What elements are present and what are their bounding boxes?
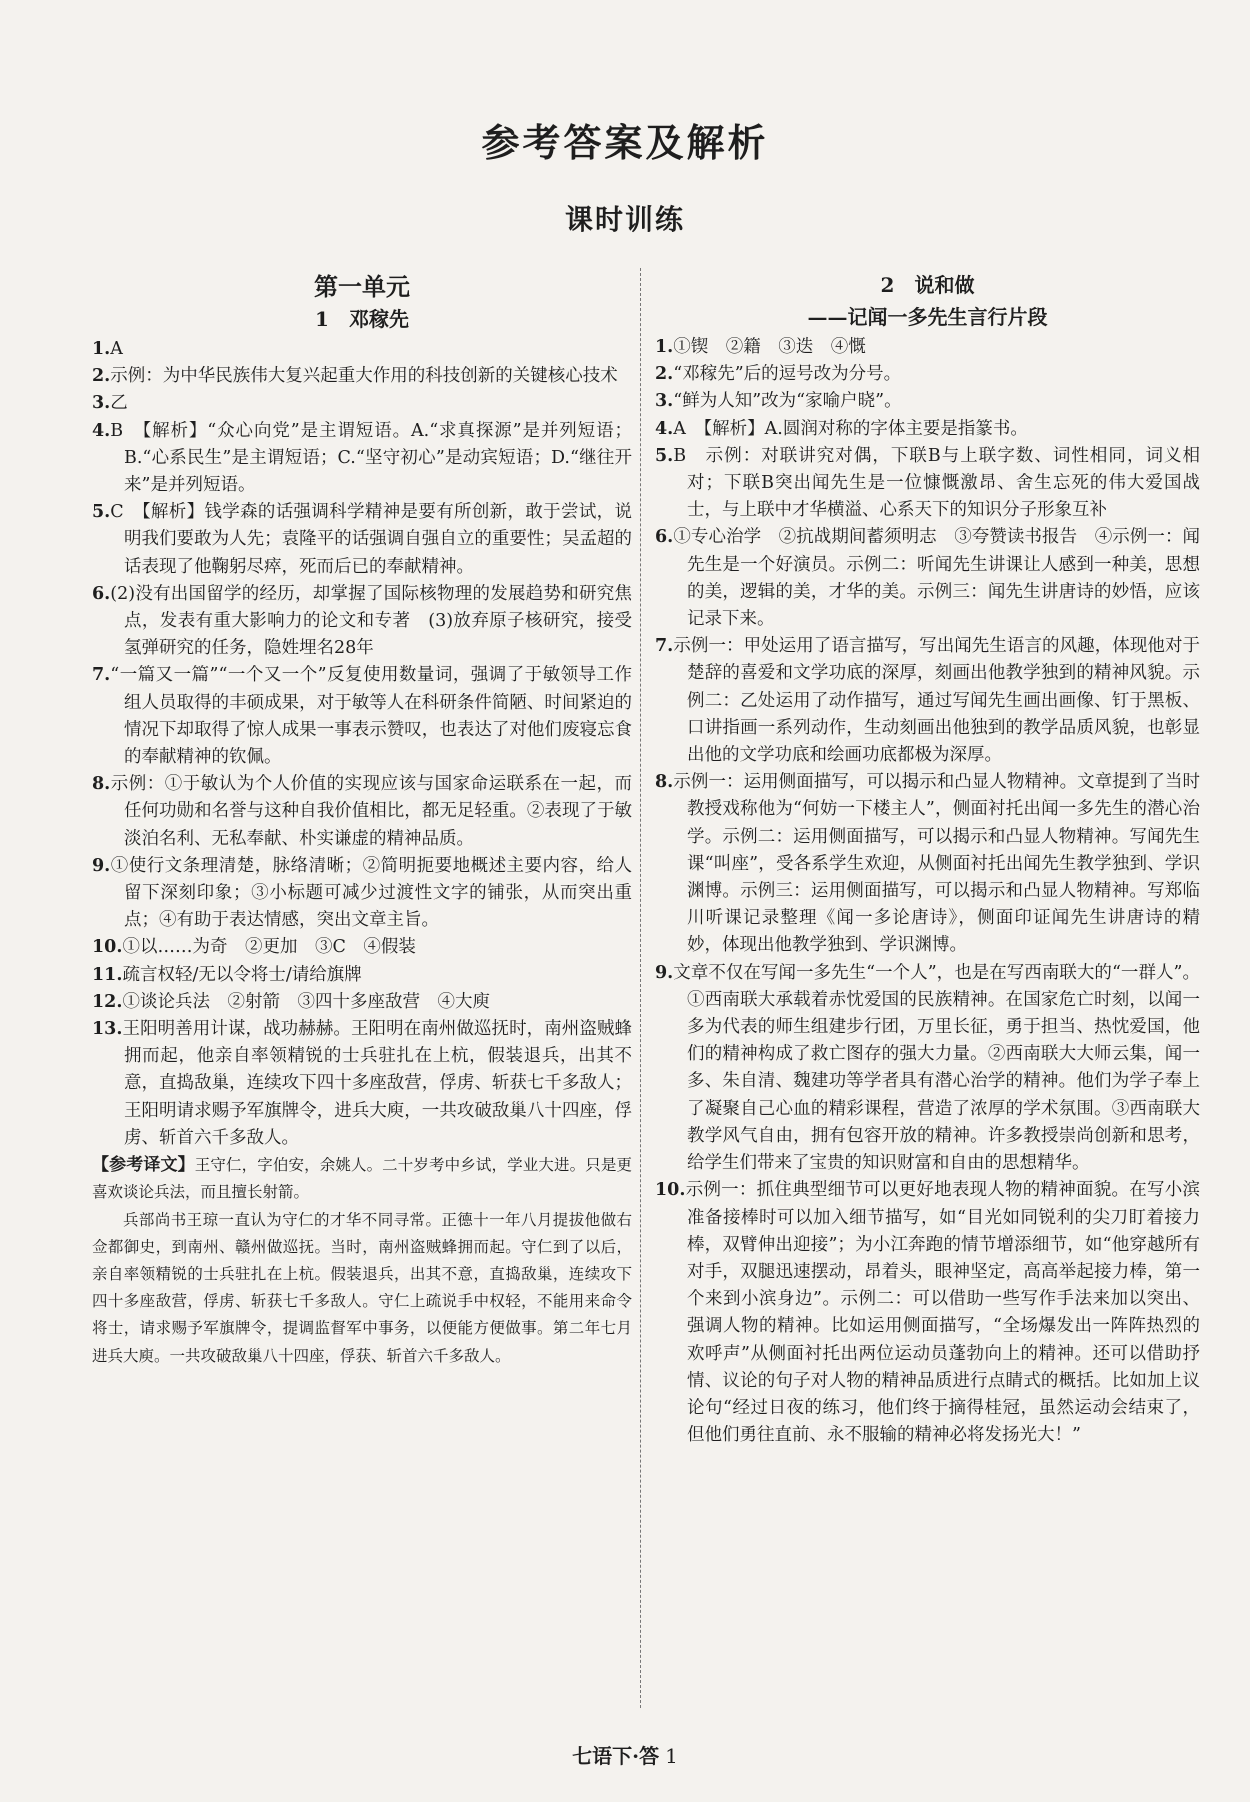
answer-item: 5.B 示例：对联讲究对偶，下联B与上联字数、词性相同，词义相对；下联B突出闻先生是一位慷慨激昂、舍生忘死的伟大爱国战士，与上联中才华横溢、心系天下的知识分子形象互补 [655,445,1200,521]
answer-item: 9.①使行文条理清楚，脉络清晰；②简明扼要地概述主要内容，给人留下深刻印象；③小标题可减少过渡性文字的铺张，从而突出重点；④有助于表达情感，突出文章主旨。 [92,855,632,931]
answer-item: 3.“鲜为人知”改为“家喻户晓”。 [655,391,902,412]
page-footer [0,1740,1250,1769]
answer-item: 11.疏言权轻/无以令将士/请给旗牌 [92,964,362,985]
answer-item: 2.示例：为中华民族伟大复兴起重大作用的科技创新的关键核心技术 [92,366,618,387]
translation-paragraph: 兵部尚书王琼一直认为守仁的才华不同寻常。正德十一年八月提拔他做右佥都御史，到南州、赣州做巡抚。当时，南州盗贼蜂拥而起。守仁到了以后，亲自率领精锐的士兵驻扎在上杭。假装退兵，出其不意，直捣敌巢，连续攻下四十多座敌营，俘虏、斩获七千多敌人。守仁上疏说手中权轻，不能用来命令将士，请求赐予军旗牌令，提调监督军中事务，以便能方便做事。第二年七月进兵大庾。一共攻破敌巢八十四座，俘获、斩首六千多敌人。 [92,1210,632,1365]
lesson-title-1: 1 邓稼先 [315,307,409,331]
answer-item: 10.①以……为奇 ②更加 ③C ④假装 [92,937,416,958]
section-title: 课时训练 [564,203,685,236]
answer-item: 13.王阳明善用计谋，战功赫赫。王阳明在南州做巡抚时，南州盗贼蜂拥而起，他亲自率领精锐的士兵驻扎在上杭，假装退兵，出其不意，直捣敌巢，连续攻下四十多座敌营，俘虏、斩获七千多敌人；王阳明请求赐予军旗牌令，进兵大庾，一共攻破敌巢八十四座，俘虏、斩首六千多敌人。 [92,1019,632,1148]
answer-item: 2.“邓稼先”后的逗号改为分号。 [655,364,902,385]
translation-label: 【参考译文】 [92,1155,195,1176]
answer-item: 7.示例一：甲处运用了语言描写，写出闻先生语言的风趣，体现他对于楚辞的喜爱和文学功底的深厚，刻画出他教学独到的精神风貌。示例二：乙处运用了动作描写，通过写闻先生画出画像、钉于黑板、口讲指画一系列动作，生动刻画出他独到的教学品质风貌，也彰显出他的文学功底和绘画功底都极为深厚。 [655,636,1200,766]
answer-item: 4.B 【解析】“众心向党”是主谓短语。A.“求真探源”是并列短语；B.“心系民生”是主谓短语；C.“坚守初心”是动宾短语；D.“继往开来”是并列短语。 [92,420,632,496]
answer-item: 6.(2)没有出国留学的经历，却掌握了国际核物理的发展趋势和研究焦点，发表有重大影响力的论文和专著 (3)放弃原子核研究，接受氢弹研究的任务，隐姓埋名28年 [92,583,632,659]
answer-item: 8.示例：①于敏认为个人价值的实现应该与国家命运联系在一起，而任何功勋和名誉与这种自我价值相比，都无足轻重。②表现了于敏淡泊名利、无私奉献、朴实谦虚的精神品质。 [92,774,632,849]
footer-label: 七语下·答 [572,1744,660,1768]
answer-item: 12.①谈论兵法 ②射箭 ③四十多座敌营 ④大庾 [92,991,490,1012]
answer-item: 8.示例一：运用侧面描写，可以揭示和凸显人物精神。文章提到了当时教授戏称他为“何妨一下楼主人”，侧面衬托出闻一多先生的潜心治学。示例二：运用侧面描写，可以揭示和凸显人物精神。写闻先生课“叫座”，受各系学生欢迎，从侧面衬托出闻先生教学独到、学识渊博。示例三：运用侧面描写，可以揭示和凸显人物精神。写郑临川听课记录整理《闻一多论唐诗》，侧面印证闻先生讲唐诗的精妙，体现出他教学独到、学识渊博。 [655,772,1200,956]
left-column [92,270,632,1710]
answer-item: 9.文章不仅在写闻一多先生“一个人”，也是在写西南联大的“一群人”。①西南联大承载着赤忱爱国的民族精神。在国家危亡时刻，以闻一多为代表的师生组建步行团，万里长征，勇于担当、热忱爱国，他们的精神构成了救亡图存的强大力量。②西南联大大师云集，闻一多、朱自清、魏建功等学者具有潜心治学的精神。他们为学子奉上了凝聚自己心血的精彩课程，营造了浓厚的学术氛围。③西南联大教学风气自由，拥有包容开放的精神。许多教授崇尚创新和思考，给学生们带来了宝贵的知识财富和自由的思想精华。 [655,962,1200,1174]
page-title: 参考答案及解析 [481,120,769,165]
answer-item: 7.“一篇又一篇”“一个又一个”反复使用数量词，强调了于敏领导工作组人员取得的丰硕成果，对于敏等人在科研条件简陋、时间紧迫的情况下却取得了惊人成果一事表示赞叹，也表达了对他们废寝忘食的奉献精神的钦佩。 [92,665,632,768]
right-column [655,270,1200,1710]
answer-item: 10.示例一：抓住典型细节可以更好地表现人物的精神面貌。在写小滨准备接棒时可以加入细节描写，如“目光如同锐利的尖刀盯着接力棒，双臂伸出迎接”；为小江奔跑的情节增添细节，如“他穿越所有对手，双腿迅速摆动，昂着头，眼神坚定，高高举起接力棒，第一个来到小滨身边”。示例二：可以借助一些写作手法来加以突出、强调人物的精神。比如运用侧面描写，“全场爆发出一阵阵热烈的欢呼声”从侧面衬托出两位运动员蓬勃向上的精神。还可以借助抒情、议论的句子对人物的精神品质进行点睛式的概括。比如加上议论句“经过日夜的练习，他们终于摘得桂冠，虽然运动会结束了，但他们勇往直前、永不服输的精神必将发扬光大！” [655,1180,1200,1446]
answer-item: 1.①锲 ②籍 ③迭 ④慨 [655,337,866,357]
answer-item: 4.A 【解析】A.圆润对称的字体主要是指篆书。 [655,418,1028,439]
answer-item: 5.C 【解析】钱学森的话强调科学精神是要有所创新，敢于尝试，说明我们要敢为人先；袁隆平的话强调自强自立的重要性；吴孟超的话表现了他鞠躬尽瘁，死而后已的奉献精神。 [92,502,632,577]
answer-item: 6.①专心治学 ②抗战期间蓄须明志 ③夸赞读书报告 ④示例一：闻先生是一个好演员。示例二：听闻先生讲课让人感到一种美，思想的美，逻辑的美，才华的美。示例三：闻先生讲唐诗的妙悟，应该记录下来。 [655,527,1200,630]
translation-paragraph: 【参考译文】王守仁，字伯安，余姚人。二十岁考中乡试，学业大进。只是更喜欢谈论兵法，而且擅长射箭。 [92,1155,632,1202]
page-number: 1 [665,1744,678,1768]
column-divider [640,268,641,1708]
answer-item: 3.乙 [92,393,128,414]
lesson-title-2: 2 说和做 [880,273,975,297]
unit-title: 第一单元 [314,272,410,301]
lesson-subtitle-2: ——记闻一多先生言行片段 [807,305,1048,329]
answer-item: 1.A [92,339,123,359]
